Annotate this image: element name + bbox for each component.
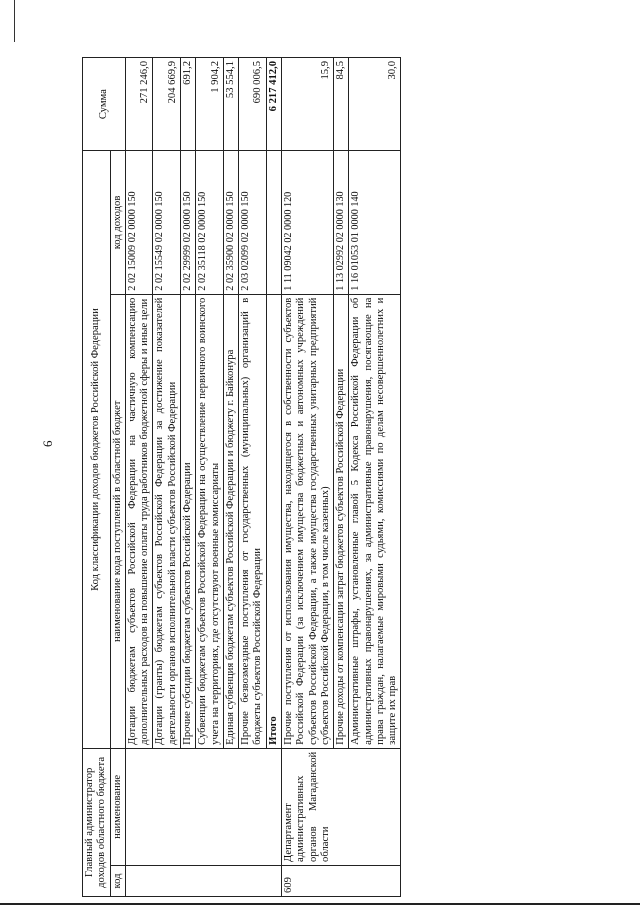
row-name: Прочие субсидии бюджетам субъектов Российской Федерации — [180, 294, 195, 748]
row-sum: 691,2 — [180, 58, 195, 151]
header-sum: Сумма — [83, 58, 126, 151]
row-code: 1 16 01053 01 0000 140 — [349, 151, 401, 294]
row-code: 2 02 15549 02 0000 150 — [153, 151, 181, 294]
row-name: Дотации бюджетам субъектов Российской Федерации на частичную компенсацию дополнительных расходов на повышение оплаты труда работников бюджетной сферы и иные цели — [125, 294, 153, 748]
department-name: Департамент административных органов Магаданской области — [281, 748, 401, 865]
row-name: Прочие безвозмездные поступления от государственных (муниципальных) организаций в бюджеты субъектов Российской Федерации — [239, 294, 267, 748]
row-sum: 271 246,0 — [125, 58, 153, 151]
table-row — [281, 58, 333, 897]
row-code: 1 13 02992 02 0000 130 — [334, 151, 349, 294]
row-code: 1 11 09042 02 0000 120 — [281, 151, 333, 294]
header-row-2 — [110, 58, 125, 897]
department-code: 609 — [281, 865, 401, 896]
empty-admin-code — [125, 865, 281, 896]
header-row-1 — [83, 58, 111, 897]
scan-edge-line — [14, 0, 15, 42]
row-sum: 15,9 — [281, 58, 333, 151]
row-sum: 690 006,5 — [239, 58, 267, 151]
row-name: Административные штрафы, установленные главой 5 Кодекса Российской Федерации об административных правонарушениях, за административные правонарушения, посягающие на права граждан, налагаемые мировыми судьями, комиссиями по делам несовершеннолетних и защите их прав — [349, 294, 401, 748]
header-admin-name: наименование — [110, 748, 125, 865]
row-name: Прочие доходы от компенсации затрат бюджетов субъектов Российской Федерации — [334, 294, 349, 748]
row-name: Единая субвенция бюджетам субъектов Российской Федерации и бюджету г. Байконура — [223, 294, 238, 748]
row-code: 2 03 02099 02 0000 150 — [239, 151, 267, 294]
row-name: Субвенции бюджетам субъектов Российской Федерации на осуществление первичного воинского учета на территориях, где отсутствуют военные комиссариаты — [196, 294, 224, 748]
total-code-empty — [266, 151, 281, 294]
row-sum: 204 669,9 — [153, 58, 181, 151]
table-row — [125, 58, 153, 897]
header-classification-group: Код классификации доходов бюджетов Российской Федерации — [83, 151, 111, 749]
header-income-name: наименование кода поступлений в областной бюджет — [110, 294, 125, 748]
row-sum: 1 904,2 — [196, 58, 224, 151]
income-table — [82, 57, 401, 897]
page-number: 6 — [40, 440, 55, 447]
rotated-table-container — [82, 57, 632, 897]
header-admin-group: Главный администратор доходов областного бюджета — [83, 748, 111, 896]
header-admin-code: код — [110, 865, 125, 896]
row-code: 2 02 15009 02 0000 150 — [125, 151, 153, 294]
row-sum: 53 554,1 — [223, 58, 238, 151]
row-sum: 30,0 — [349, 58, 401, 151]
row-code: 2 02 35900 02 0000 150 — [223, 151, 238, 294]
total-label: Итого — [266, 294, 281, 748]
row-code: 2 02 35118 02 0000 150 — [196, 151, 224, 294]
row-code: 2 02 29999 02 0000 150 — [180, 151, 195, 294]
total-sum: 6 217 412,0 — [266, 58, 281, 151]
empty-admin-name — [125, 748, 281, 865]
header-income-code: код доходов — [110, 151, 125, 294]
row-name: Прочие поступления от использования имущества, находящегося в собственности субъектов Российской Федерации (за исключением имущества бюджетных и автономных учреждений субъектов Российской Федерации, а также имущества государственных унитарных предприятий субъектов Российской Федерации, в том числе казенных) — [281, 294, 333, 748]
row-sum: 84,5 — [334, 58, 349, 151]
row-name: Дотации (гранты) бюджетам субъектов Российской Федерации за достижение показателей деятельности органов исполнительной власти субъектов Российской Федерации — [153, 294, 181, 748]
